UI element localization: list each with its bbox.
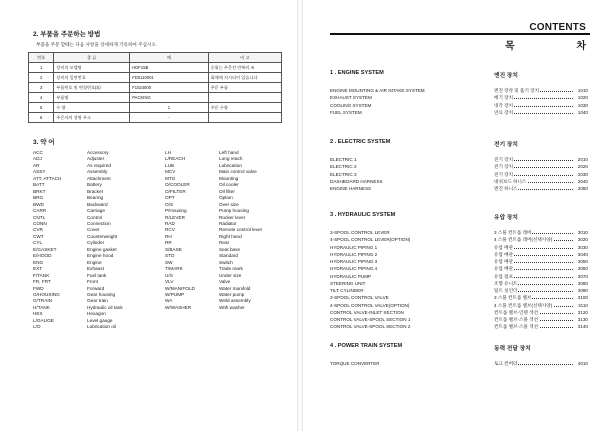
order-intro-text: 부품을 주문 할때는 다음 사항을 상세하게 기록하여 주십시오.: [36, 42, 158, 47]
abbreviation-meaning: Option: [219, 195, 233, 201]
abbreviation-code: FR, FRT: [33, 279, 51, 285]
abbreviation-meaning: Counterweight: [87, 233, 118, 239]
abbreviation-code: CNTL: [33, 214, 46, 220]
toc-entry-title-ko: 토크 컨버터: [494, 361, 518, 366]
toc-entry[interactable]: [330, 88, 590, 95]
section-2-title: 2. 부품을 주문하는 방법: [33, 31, 101, 38]
abbreviation-meaning: Water pump: [219, 291, 245, 297]
toc-entry-title-en: 3-SPOOL CONTROL LEVER: [330, 230, 390, 235]
toc-entry-title-en: CONTROL VALVE-SPOOL SECTION 1: [330, 317, 411, 322]
toc-entry-title-ko: 전기 장치: [494, 164, 514, 170]
toc-entry-title-ko: 4 스풀 컨트롤 레버(선택사양): [494, 237, 553, 243]
abbreviation-code: RAD: [165, 220, 175, 226]
abbreviation-meaning-list-1: [87, 150, 123, 331]
abbreviation-meaning: Cylinder: [87, 240, 105, 246]
abbreviation-meaning: Under size: [219, 272, 242, 278]
toc-entry[interactable]: [330, 281, 590, 288]
toc-entry[interactable]: [330, 324, 590, 331]
toc-entry-title-en: ELECTRIC 2: [330, 164, 357, 170]
table-row: [29, 63, 282, 73]
row-example: F1024000: [130, 83, 208, 93]
abbreviation-meaning: Battery: [87, 182, 102, 188]
abbreviation-meaning: Water manifold: [219, 285, 251, 291]
toc-entry-title-en: ELECTRIC 1: [330, 157, 357, 162]
row-kind: 주문자의 성명 주소: [54, 113, 130, 123]
toc-page-number: 1010: [577, 88, 588, 93]
abbreviation-meaning: Over size: [219, 201, 239, 207]
toc-entry-title-en: CONTROL VALVE-INLET SECTION: [330, 309, 404, 315]
table-header-row: [29, 53, 282, 63]
abbreviation-meaning: Lubrication: [219, 162, 242, 168]
abbreviation-meaning: Oil cooler: [219, 182, 239, 188]
abbreviation-meaning: Long reach: [219, 156, 243, 162]
toc-chapter-heading: [330, 70, 590, 80]
abbreviation-meaning: Level gauge: [87, 317, 113, 323]
abbreviation-meaning: Trade mark: [219, 266, 243, 272]
abbreviation-code: ENG: [33, 259, 44, 265]
toc-entry-title-en: 4-SPOOL CONTROL LEVER(OPTION): [330, 237, 411, 243]
abbreviation-code: BRKT: [33, 188, 46, 194]
toc-page-number: 3020: [577, 237, 588, 243]
chapter-title-ko: 전기 장치: [494, 142, 519, 148]
abbreviation-meaning: Lubrication oil: [87, 324, 116, 330]
abbreviation-code: O/FILTER: [165, 188, 186, 194]
korean-contents-title: 목 차: [505, 41, 586, 52]
toc-entry[interactable]: [330, 361, 590, 368]
table-row: [29, 93, 282, 103]
toc-entry[interactable]: [330, 266, 590, 273]
toc-entry-title-en: EXHAUST SYSTEM: [330, 95, 372, 101]
row-kind: 수 량: [54, 103, 130, 113]
toc-entry-title-en: ENGINE HARNESS: [330, 186, 372, 191]
row-no: 6: [29, 113, 54, 123]
abbreviation-meaning: Hydraulic oil tank: [87, 304, 123, 310]
toc-entry[interactable]: [330, 157, 590, 164]
row-example: PACKING: [130, 93, 208, 103]
toc-entry[interactable]: [330, 172, 590, 179]
abbreviation-code: VLV: [165, 279, 174, 285]
toc-page-number: 4010: [577, 361, 588, 366]
abbreviation-code: CARR: [33, 208, 47, 214]
abbreviation-meaning: Engine hood: [87, 253, 114, 259]
toc-entry-title-ko: 컨트롤 밸브-스풀 섹션: [494, 324, 539, 330]
abbreviation-code-list-1: [33, 150, 61, 331]
abbreviation-code: L/REACH: [165, 156, 186, 162]
abbreviation-code: W/MANIFOLD: [165, 285, 195, 291]
abbreviation-meaning: Hexagon: [87, 311, 106, 317]
abbreviation-code: RCV: [165, 227, 175, 233]
toc-entry-title-ko: 냉각 장치: [494, 102, 514, 108]
toc-page-number: 1030: [577, 102, 588, 108]
toc-entry-title-en: 4-SPOOL CONTROL VALVE(OPTION): [330, 302, 410, 308]
row-note: 순위는 주문전 반복의 조: [208, 63, 281, 73]
title-divider: [330, 33, 590, 35]
abbreviation-meaning: Mounting: [219, 175, 239, 181]
toc-entry-title-en: FUEL SYSTEM: [330, 109, 362, 115]
toc-entry-title-en: DASHBOARD HARNESS: [330, 178, 383, 184]
abbreviation-meaning: Valve: [219, 279, 231, 285]
abbreviation-code: CVR: [33, 227, 43, 233]
abbreviation-meaning: Bracket: [87, 188, 103, 194]
toc-entry-title-ko: 조향 유니트: [494, 280, 518, 286]
contents-title: CONTENTS: [529, 22, 586, 33]
toc-page-number: 2040: [577, 178, 588, 184]
abbreviation-meaning: With washer: [219, 304, 245, 310]
toc-entry-title-en: COOLING SYSTEM: [330, 102, 372, 108]
abbreviation-code: OPT: [165, 195, 175, 201]
abbreviation-code: L/GAUGE: [33, 317, 54, 323]
row-no: 5: [29, 103, 54, 113]
toc-entry[interactable]: [330, 274, 590, 281]
toc-entry-title-ko: 3 스풀 컨트롤 레버: [494, 230, 532, 235]
toc-chapter-heading: [330, 139, 590, 149]
row-note: 주문 부품: [208, 83, 281, 93]
row-note: 주문 수량: [208, 103, 281, 113]
toc-entry-title-ko: 3 스풀 컨트롤 밸브: [494, 295, 532, 301]
abbreviation-code: ASSY: [33, 169, 46, 175]
abbreviation-code: H/TANK: [33, 304, 50, 310]
toc-page-number: 3040: [577, 251, 588, 257]
row-note: 회에에 지시되어 있습니다: [208, 73, 281, 83]
abbreviation-code: P/Housing: [165, 208, 187, 214]
toc-page-number: 3030: [577, 244, 588, 250]
toc-entry-title-en: CONTROL VALVE-SPOOL SECTION 2: [330, 324, 411, 330]
toc-page-number: 1040: [577, 109, 588, 115]
abbreviation-meaning: Forward: [87, 285, 105, 291]
toc-chapter-heading: [330, 212, 590, 222]
abbreviation-meaning: Accessory: [87, 150, 109, 155]
toc-entry-title-ko: 전기 장치: [494, 157, 514, 162]
abbreviation-meaning: Exhaust: [87, 266, 104, 272]
toc-entry-title-ko: 컨트롤 밸브-스풀 섹션: [494, 317, 539, 322]
table-row: [29, 83, 282, 93]
abbreviation-meaning: Cover: [87, 227, 100, 233]
toc-entry[interactable]: [330, 110, 590, 117]
abbreviation-code: FWD: [33, 285, 44, 291]
abbreviation-meaning: Pump housing: [219, 208, 249, 214]
toc-entry-title-en: ELECTRIC 3: [330, 171, 357, 177]
toc-page-number: 3120: [577, 309, 588, 315]
toc-page-number: 3100: [577, 295, 588, 301]
toc-entry[interactable]: [330, 245, 590, 252]
abbreviation-code: E/GASKET: [33, 246, 57, 252]
toc-entry-title-en: HYDRAULIC PIPING 1: [330, 244, 378, 250]
toc-entry-title-ko: 대쉬보드 하니스: [494, 178, 527, 184]
toc-entry[interactable]: [330, 288, 590, 295]
abbreviation-code: BRG: [33, 195, 44, 201]
abbreviation-meaning: Attachment: [87, 175, 111, 181]
abbreviation-code: SW: [165, 259, 173, 265]
abbreviation-meaning: Right hand: [219, 233, 242, 239]
toc-entry[interactable]: [330, 103, 590, 110]
toc-entry-title-en: HYDRAULIC PIPING 2: [330, 251, 378, 257]
header-no: 번호: [29, 53, 54, 63]
toc-page-number: 3050: [577, 259, 588, 264]
toc-entry[interactable]: [330, 295, 590, 302]
toc-page-number: 2010: [577, 157, 588, 162]
abbreviation-meaning: Control: [87, 214, 103, 220]
chapter-title-ko: 엔진 장치: [494, 73, 519, 79]
row-example: -: [130, 113, 208, 123]
toc-page-number: 3060: [577, 266, 588, 272]
toc-page-number: 3080: [577, 280, 588, 286]
abbreviation-code: RH: [165, 233, 172, 239]
abbreviation-code: ADJ: [33, 156, 42, 162]
abbreviation-meaning: Radiator: [219, 220, 237, 226]
abbreviation-code: R/LEVER: [165, 214, 186, 220]
abbreviation-code: ACC: [33, 150, 43, 155]
abbreviation-meaning: Front: [87, 279, 98, 285]
toc-entry-title-ko: 컨트롤 밸브-인렛 섹션: [494, 309, 539, 315]
abbreviation-meaning: Oil filter: [219, 188, 235, 194]
toc-entry[interactable]: [330, 252, 590, 259]
toc-chapter-heading: [330, 343, 590, 353]
abbreviation-code: CWT: [33, 233, 44, 239]
abbreviation-code: LH: [165, 150, 171, 155]
toc-entry-title-en: TORQUE CONVERTER: [330, 361, 380, 366]
toc-entry[interactable]: [330, 317, 590, 324]
toc-entry[interactable]: [330, 95, 590, 102]
abbreviation-code: MTG: [165, 175, 176, 181]
toc-page-number: 2030: [577, 171, 588, 177]
abbreviation-code: G/HOUSING: [33, 291, 60, 297]
abbreviation-code: O/S: [165, 201, 174, 207]
row-kind: 장비의 모델명: [54, 63, 130, 73]
abbreviation-meaning: Adjuster: [87, 156, 105, 162]
abbreviation-code: ATT, ATTACH: [33, 175, 62, 181]
abbreviation-code: L/O: [33, 324, 41, 330]
abbreviation-meaning: Engine: [87, 259, 102, 265]
toc-entry[interactable]: [330, 186, 590, 193]
toc-page-number: 2020: [577, 164, 588, 170]
toc-entry-title-ko: 연료 장치: [494, 109, 514, 115]
chapter-title-en: 4 . POWER TRAIN SYSTEM: [330, 343, 403, 349]
header-example: 예: [130, 53, 208, 63]
abbreviation-meaning: Fuel tank: [87, 272, 107, 278]
abbreviation-meaning: As required: [87, 162, 111, 168]
toc-entry[interactable]: [330, 237, 590, 244]
abbreviation-meaning-list-2: [219, 150, 262, 311]
toc-page-number: 3130: [577, 317, 588, 322]
abbreviation-meaning: Bearing: [87, 195, 104, 201]
toc-entry-title-ko: 유압 배관: [494, 251, 514, 257]
toc-entry-title-ko: 유압 배관: [494, 244, 514, 250]
chapter-title-en: 2 . ELECTRIC SYSTEM: [330, 139, 391, 145]
toc-entry-title-ko: 배기 장치: [494, 95, 514, 101]
toc-page-number: 3070: [577, 273, 588, 279]
row-example: FD0110001: [130, 73, 208, 83]
row-no: 3: [29, 83, 54, 93]
abbreviation-meaning: Carriage: [87, 208, 105, 214]
toc-entry-title-en: HYDRAULIC PIPING 3: [330, 259, 378, 264]
abbreviation-code: BATT: [33, 182, 45, 188]
right-page: [300, 0, 600, 431]
abbreviation-meaning: Remote control lever: [219, 227, 263, 233]
toc-entry-title-en: HYDRAULIC PIPING 4: [330, 266, 378, 272]
abbreviation-code: CONN: [33, 220, 47, 226]
toc-entry[interactable]: [330, 303, 590, 310]
abbreviation-meaning: Standard: [219, 253, 239, 259]
abbreviation-meaning: Switch: [219, 259, 233, 265]
chapter-title-en: 3 . HYDRAULIC SYSTEM: [330, 212, 396, 218]
abbreviation-code: STD: [165, 253, 175, 259]
abbreviation-code: BWD: [33, 201, 44, 207]
toc-entry-title-ko: 틸트 실린더: [494, 288, 518, 293]
abbreviation-meaning: Backward: [87, 201, 108, 207]
abbreviation-code: T/MARK: [165, 266, 183, 272]
row-no: 1: [29, 63, 54, 73]
row-kind: 부품번호 및 변경번호(S): [54, 83, 130, 93]
chapter-title-en: 1 . ENGINE SYSTEM: [330, 70, 384, 76]
toc-entry-title-ko: 엔진 장착 및 흡기 장치: [494, 88, 540, 93]
toc-entry[interactable]: [330, 259, 590, 266]
row-note: [208, 93, 281, 103]
abbreviation-code: EXT: [33, 266, 43, 272]
abbreviation-meaning: Connection: [87, 220, 111, 226]
toc-entry-title-ko: 전기 장치: [494, 171, 514, 177]
toc-entry-title-ko: 유압 펌프: [494, 273, 514, 279]
toc-page-number: 3090: [577, 288, 588, 293]
abbreviation-meaning: Assembly: [87, 169, 108, 175]
row-example: HDF15Ⅲ: [130, 63, 208, 73]
toc-page-number: 3110: [578, 302, 588, 308]
abbreviation-code: MCV: [165, 169, 176, 175]
abbreviation-code: CYL: [33, 240, 43, 246]
abbreviation-code: E/HOOD: [33, 253, 52, 259]
row-note: [208, 113, 281, 123]
abbreviation-code: AR: [33, 162, 40, 168]
abbreviation-meaning: Gear train: [87, 298, 108, 304]
table-row: [29, 103, 282, 113]
abbreviation-code: S/BASE: [165, 246, 182, 252]
toc-entry[interactable]: [330, 310, 590, 317]
abbreviation-meaning: Left hand: [219, 150, 239, 155]
chapter-title-ko: 유압 장치: [494, 215, 519, 221]
abbreviation-code: HEX: [33, 311, 43, 317]
chapter-title-ko: 동력 전달 장치: [494, 346, 531, 352]
toc-entry-title-ko: 유압 배관: [494, 266, 514, 272]
table-row: [29, 113, 282, 123]
toc-entry-title-ko: 유압 배관: [494, 259, 514, 264]
abbreviation-code: W/WASHER: [165, 304, 192, 310]
abbreviation-code: U/S: [165, 272, 173, 278]
abbreviation-meaning: Weld assembly: [219, 298, 251, 304]
row-example: 1: [130, 103, 208, 113]
abbreviation-meaning: Seat base: [219, 246, 241, 252]
section-3-title: 3. 약 어: [33, 139, 55, 146]
abbreviation-code: W/PUMP: [165, 291, 185, 297]
abbreviation-code: O/COOLER: [165, 182, 190, 188]
row-no: 4: [29, 93, 54, 103]
row-kind: 장비의 일련번호: [54, 73, 130, 83]
toc-entry[interactable]: [330, 164, 590, 171]
abbreviation-meaning: Rear: [219, 240, 230, 246]
toc-entry-title-en: STEERING UNIT: [330, 280, 366, 286]
header-note: 비 고: [208, 53, 281, 63]
toc-entry[interactable]: [330, 230, 590, 237]
abbreviation-code-list-2: [165, 150, 195, 311]
abbreviation-meaning: Gear housing: [87, 291, 116, 297]
abbreviation-code: RR: [165, 240, 172, 246]
header-kind: 종 류: [54, 53, 130, 63]
toc-entry-title-en: TILT CYLINDER: [330, 288, 364, 293]
row-kind: 부품명: [54, 93, 130, 103]
toc-entry-title-ko: 엔진 하니스: [494, 186, 518, 191]
abbreviation-code: F/TANK: [33, 272, 50, 278]
order-info-table: [28, 52, 282, 123]
toc-page-number: 3010: [577, 230, 588, 235]
abbreviation-meaning: Engine gasket: [87, 246, 117, 252]
row-no: 2: [29, 73, 54, 83]
abbreviation-code: G/TRAIN: [33, 298, 53, 304]
toc-entry-title-en: HYDRAULIC PUMP: [330, 273, 372, 279]
table-row: [29, 73, 282, 83]
abbreviation-meaning: Rocker lever: [219, 214, 246, 220]
toc-entry-title-ko: 4 스풀 컨트롤 밸브(선택사양): [494, 302, 553, 308]
abbreviation-meaning: Main control valve: [219, 169, 257, 175]
abbreviation-code: WA: [165, 298, 173, 304]
toc-entry-title-en: 3-SPOOL CONTROL VALVE: [330, 295, 389, 301]
toc-page-number: 2050: [577, 186, 588, 191]
toc-entry-title-en: ENGINE MOUNTING & AIR INTAKE SYSTEM: [330, 88, 425, 93]
abbreviation-code: LUB: [165, 162, 175, 168]
toc-entry[interactable]: [330, 179, 590, 186]
toc-page-number: 1020: [577, 95, 588, 101]
toc-page-number: 3140: [577, 324, 588, 330]
